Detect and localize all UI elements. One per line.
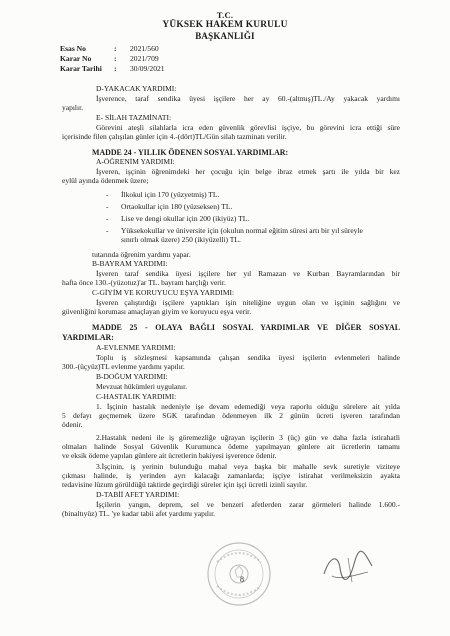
d-yakacak-line1: İşverence, taraf sendika üyesi işçilere her ay 60.-(altmış)TL./Ay yakacak yardımı <box>96 94 400 103</box>
e-silah-line1: Görevini ateşli silahlarla icra eden güvenlik görevlisi işçiye, bu görevini icra ettiği süre <box>96 123 400 132</box>
header-office: BAŞKANLIĞI <box>195 31 255 41</box>
madde24-item-4-line2: sınırlı olmak üzere) 250 (ikiyüzelli) TL. <box>121 235 241 244</box>
madde24-b-line1: İşveren taraf sendika üyesi işçilere her yıl Ramazan ve Kurban Bayramlarından bir <box>96 269 400 278</box>
madde25-b-line1: Mevzuat hükümleri uygulanır. <box>96 382 188 391</box>
madde25-c2-line3: ve eksik ödeme yapılan günlere ait ücretlerin bakiyesi işverence ödenir. <box>62 451 277 460</box>
meta-label: Karar No <box>60 54 92 63</box>
meta-colon: : <box>114 54 117 63</box>
madde25-c1-line2: 5 defayı geçmemek üzere SGK tarafından ödenmeyen ilk 2 günün ücreti işveren tarafından <box>62 411 400 420</box>
madde25-c3-line2: çıkması halinde, iş yerinden ayrı kalacağı zamanlarda; işçiye istirahat verilmeksizin ayakta <box>62 471 400 480</box>
d-yakacak-line2: yapılır. <box>62 103 84 112</box>
madde25-c3-line3: tedavisine lüzum görüldüğü taktirde geçirdiği süreler için işçi ücretli izinli sayılır. <box>62 480 308 489</box>
madde24-c-line2: güvenliğini koruması amaçlayan giyim ve koruyucu eşya verir. <box>62 307 252 316</box>
madde25-c1-line1: 1. İşçinin hastalık nedeniyle işe devam edemediği veya raporlu olduğu sürelere ait yılda <box>96 402 400 411</box>
header-org: YÜKSEK HAKEM KURULU <box>162 20 288 30</box>
madde24-item-2: Ortaokullar için 180 (yüzseksen) TL. <box>121 202 233 211</box>
madde24-a-line1: İşveren, işçinin öğrenimdeki her çocuğu için belge ibraz etmek şartı ile yılda bir kez <box>96 167 400 176</box>
madde24-a-end: tutarında öğrenim yardımı yapar. <box>92 250 191 259</box>
madde24-c-line1: İşveren çalıştırdığı işçilere yaptıkları işin niteliğine uygun olan ve işçinin sağlığını ve <box>96 298 400 307</box>
madde24-b-line2: hafta önce 130.-(yüzotuz)'ar TL. bayram harçlığı verir. <box>62 278 226 287</box>
madde25-c2-line2: olmaları halinde Sosyal Güvenlik Kurumunca ödeme yapılmayan günlere ait ücretlerin tamamı <box>62 442 400 451</box>
meta-tarih <box>60 64 165 73</box>
madde25-a-line1: Toplu iş sözleşmesi kapsamında çalışan sendika üyesi işçilerin evlenmeleri halinde <box>96 353 400 362</box>
handwritten-signature <box>318 546 378 590</box>
meta-label: Karar Tarihi <box>60 64 102 73</box>
madde25-c1-line3: ödenir. <box>62 420 83 429</box>
madde24-b-title: B-BAYRAM YARDIMI: <box>92 259 168 268</box>
e-silah-title: E- SİLAH TAZMİNATI: <box>96 113 172 122</box>
madde25-a-title: A-EVLENME YARDIMI: <box>96 343 176 352</box>
bullet-icon: - <box>106 226 109 235</box>
madde24-a-line2: eylül ayında ödenmek üzere; <box>62 176 149 185</box>
madde25-a-line2: 300.-(üçyüz)TL evlenme yardımı yapılır. <box>62 362 185 371</box>
bullet-icon: - <box>106 202 109 211</box>
meta-colon: : <box>114 44 117 53</box>
page-number: 8 <box>240 575 244 584</box>
madde24-c-title: C-GİYİM VE KORUYUCU EŞYA YARDIMI: <box>92 288 235 297</box>
madde25-c-title: C-HASTALIK YARDIMI: <box>96 392 177 401</box>
meta-karar <box>60 54 159 63</box>
madde25-c3-line1: 3.İşçinin, iş yerinin bulunduğu mahal veya başka bir mahalle sevk suretiyle viziteye <box>96 462 400 471</box>
meta-value: 2021/709 <box>130 54 159 63</box>
meta-value: 2021/560 <box>130 44 159 53</box>
bullet-icon: - <box>106 190 109 199</box>
madde24-item-4: Yüksekokullar ve üniversite için (okulun normal eğitim süresi artı bir yıl süreyle <box>121 226 363 235</box>
madde25-d-title: D-TABİİ AFET YARDIMI: <box>96 490 180 499</box>
meta-label: Esas No <box>60 44 86 53</box>
madde25-c2-line1: 2.Hastalık nedeni ile iş göremezliğe uğrayan işçilerin 3 (üç) gün ve daha fazla istirahatli <box>96 433 400 442</box>
d-yakacak-title: D-YAKACAK YARDIMI: <box>96 84 177 93</box>
e-silah-line2: içerisinde filen çalışılan günler için 4.-(dört)TL/Gün silah tazminatı verilir. <box>62 132 287 141</box>
madde25-title-line2: YARDIMLAR: <box>62 333 114 342</box>
official-seal-stamp <box>205 540 273 608</box>
madde24-item-3: Lise ve dengi okullar için 200 (ikiyüz) TL. <box>121 214 250 223</box>
meta-value: 30/09/2021 <box>130 64 165 73</box>
madde25-title-line1: MADDE 25 - OLAYA BAĞLI SOSYAL YARDIMLAR VE DİĞER SOSYAL <box>92 323 400 332</box>
madde25-d-line1: İşçilerin yangın, deprem, sel ve benzeri afetlerden zarar görmeleri halinde 1.600.- <box>96 500 400 509</box>
madde25-b-title: B-DOĞUM YARDIMI: <box>96 372 168 381</box>
header-tc: T.C. <box>216 10 234 20</box>
madde24-a-title: A-ÖĞRENİM YARDIMI: <box>96 157 175 166</box>
madde24-item-1: İlkokul için 170 (yüzyetmiş) TL. <box>121 190 220 199</box>
bullet-icon: - <box>106 214 109 223</box>
madde25-d-line2: (binaltıyüz) TL. 'ye kadar tabii afet yardımı yapılır. <box>62 509 216 518</box>
meta-colon: : <box>114 64 117 73</box>
madde24-title: MADDE 24 - YILLIK ÖDENEN SOSYAL YARDIMLAR: <box>92 148 289 157</box>
meta-esas <box>60 44 159 53</box>
